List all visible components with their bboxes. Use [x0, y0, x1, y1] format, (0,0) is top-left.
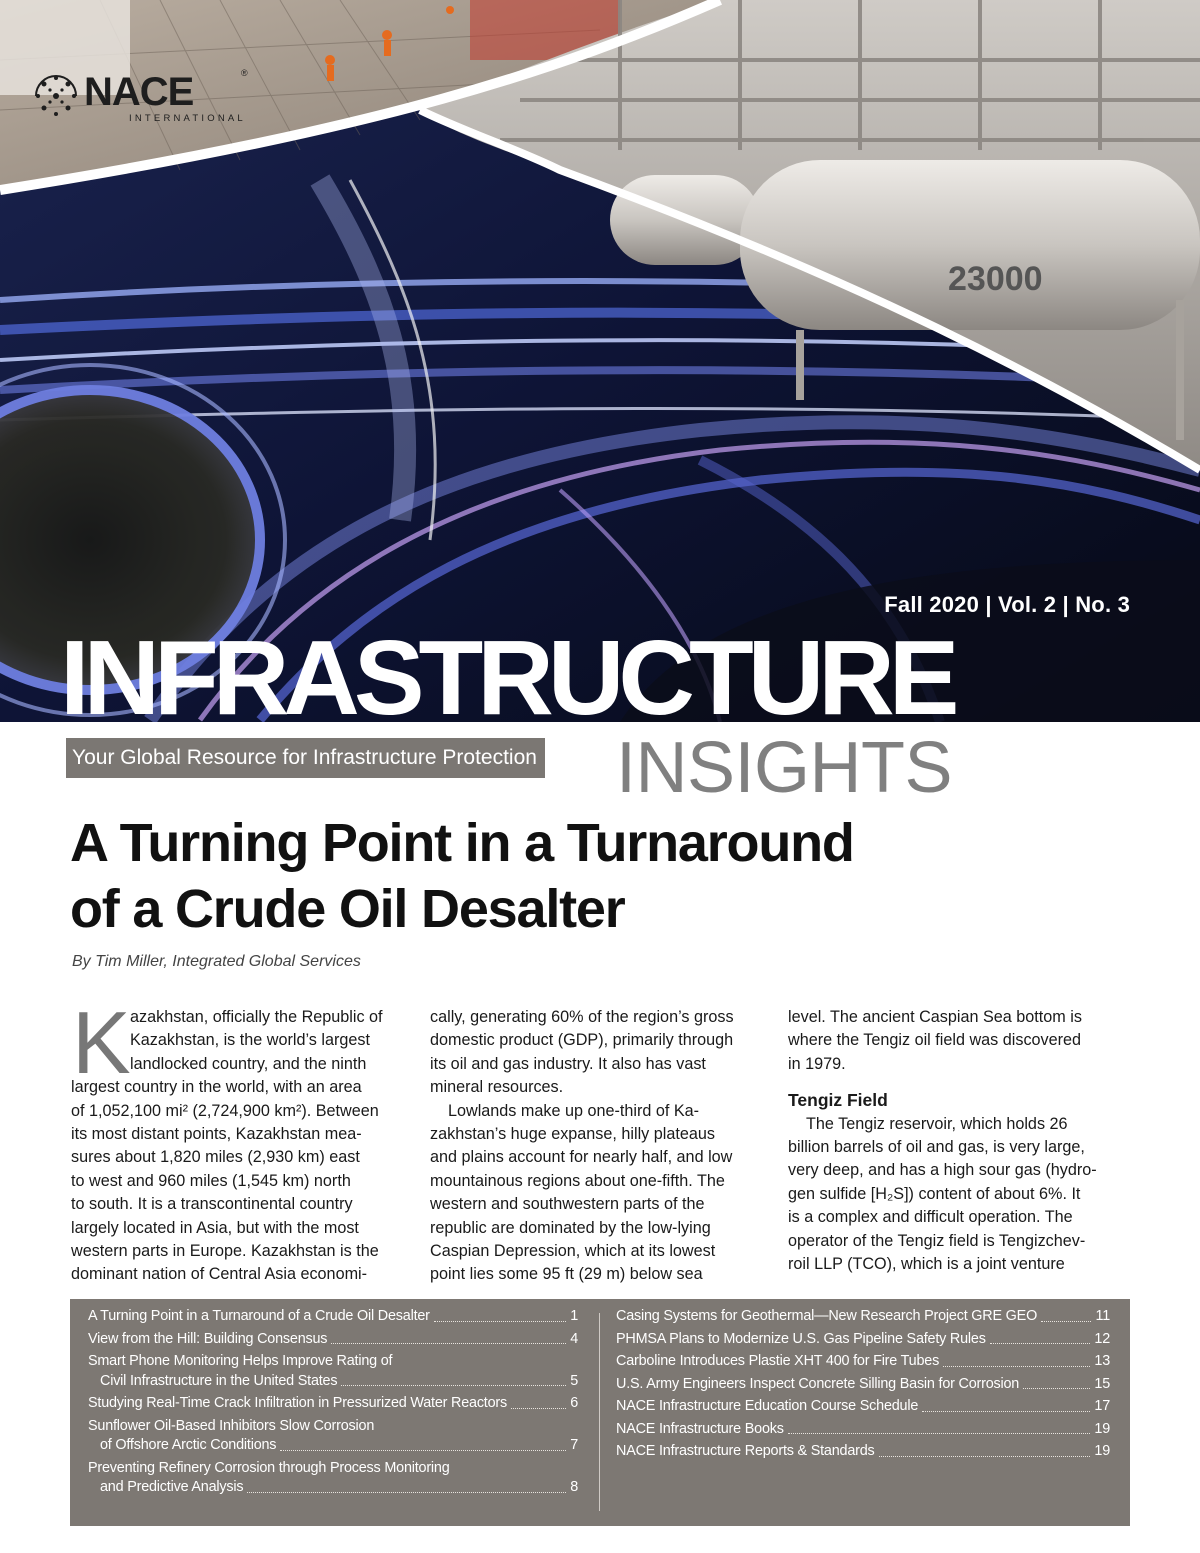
nace-logo[interactable] [30, 68, 248, 130]
toc-title: U.S. Army Engineers Inspect Concrete Silling Basin for Corrosion [616, 1375, 1020, 1392]
masthead-subtitle: INSIGHTS [616, 728, 953, 808]
toc-page: 6 [570, 1395, 578, 1411]
article-column-2 [430, 1006, 775, 1287]
toc-right-column [616, 1307, 1110, 1465]
body-line: Caspian Depression, which at its lowest [430, 1242, 716, 1261]
logo-subtitle: INTERNATIONAL [129, 113, 246, 124]
body-line: billion barrels of oil and gas, is very large, [788, 1138, 1085, 1157]
masthead-title: INFRASTRUCTURE [60, 619, 954, 722]
toc-title-cont: Civil Infrastructure in the United States [100, 1372, 338, 1389]
body-line: mineral resources. [430, 1078, 564, 1097]
cover-hero-image [0, 0, 1200, 722]
body-line: largely located in Asia, but with the most [71, 1218, 359, 1237]
article-column-3 [788, 1006, 1133, 1276]
body-line: its oil and gas industry. It also has vast [430, 1054, 706, 1073]
toc-entry[interactable] [88, 1307, 578, 1327]
toc-title-cont: and Predictive Analysis [100, 1479, 244, 1495]
toc-title: Sunflower Oil-Based Inhibitors Slow Corrosion [88, 1417, 375, 1434]
body-line: of 1,052,100 mi² (2,724,900 km²). Between [71, 1101, 379, 1120]
toc-page: 19 [1094, 1443, 1110, 1459]
toc-leader [341, 1385, 566, 1386]
toc-page: 13 [1094, 1353, 1110, 1369]
toc-leader [247, 1492, 566, 1493]
toc-leader [280, 1450, 566, 1451]
body-line: mountainous regions about one-fifth. The [430, 1171, 725, 1190]
article-byline: By Tim Miller, Integrated Global Services [72, 953, 361, 970]
toc-left-column [88, 1307, 578, 1501]
toc-entry[interactable] [616, 1330, 1110, 1350]
toc-entry[interactable] [616, 1375, 1110, 1395]
article-title-line2: of a Crude Oil Desalter [70, 879, 625, 939]
toc-leader [922, 1411, 1090, 1412]
toc-entry[interactable] [616, 1352, 1110, 1372]
toc-page: 15 [1094, 1375, 1110, 1392]
body-line: operator of the Tengiz field is Tengizchev- [788, 1231, 1086, 1250]
body-line: level. The ancient Caspian Sea bottom is [788, 1008, 1082, 1026]
toc-entry[interactable] [616, 1307, 1110, 1327]
toc-entry[interactable] [616, 1397, 1110, 1417]
toc-page: 5 [570, 1372, 578, 1389]
toc-title: NACE Infrastructure Books [616, 1420, 784, 1437]
body-line: landlocked country, and the ninth [130, 1054, 367, 1073]
body-line: gen sulfide [H₂S]) content of about 6%. It [788, 1184, 1081, 1203]
body-line: roil LLP (TCO), which is a joint venture [788, 1255, 1065, 1274]
body-line: in 1979. [788, 1054, 846, 1073]
toc-title: Smart Phone Monitoring Helps Improve Rating of [88, 1353, 393, 1369]
nace-globe-icon [30, 70, 82, 122]
toc-page: 12 [1094, 1330, 1110, 1347]
body-line: sures about 1,820 miles (2,930 km) east [71, 1148, 360, 1167]
issue-info: Fall 2020 | Vol. 2 | No. 3 [884, 592, 1130, 617]
body-line: western and southwestern parts of the [430, 1195, 705, 1214]
toc-page: 11 [1095, 1308, 1110, 1324]
toc-leader [1041, 1321, 1091, 1322]
toc-title: Carboline Introduces Plastie XHT 400 for Fire Tubes [616, 1353, 940, 1369]
toc-entry[interactable] [616, 1442, 1110, 1462]
toc-page: 8 [570, 1479, 578, 1495]
body-line: zakhstan’s huge expanse, hilly plateaus [430, 1125, 715, 1144]
body-line: The Tengiz reservoir, which holds 26 [806, 1114, 1068, 1133]
toc-title: Casing Systems for Geothermal—New Research Project GRE GEO [616, 1308, 1038, 1324]
toc-leader [331, 1343, 566, 1344]
body-line: where the Tengiz oil field was discovered [788, 1031, 1082, 1050]
toc-entry[interactable] [616, 1420, 1110, 1440]
article-column-1 [71, 1006, 416, 1287]
storage-tank [740, 160, 1200, 330]
article-title-line1: A Turning Point in a Turnaround [70, 813, 854, 873]
table-of-contents [70, 1299, 1130, 1526]
toc-entry[interactable] [88, 1417, 578, 1456]
body-line: point lies some 95 ft (29 m) below sea [430, 1265, 703, 1284]
toc-page: 4 [570, 1330, 578, 1347]
toc-title: A Turning Point in a Turnaround of a Crude Oil Desalter [88, 1308, 430, 1324]
tank-number: 23000 [948, 260, 1043, 298]
body-line: western parts in Europe. Kazakhstan is the [71, 1242, 379, 1261]
body-line: domestic product (GDP), primarily through [430, 1031, 734, 1050]
body-line: Lowlands make up one-third of Ka- [448, 1101, 700, 1120]
body-line: azakhstan, officially the Republic of [130, 1008, 383, 1026]
article-title [70, 810, 1070, 942]
body-line: cally, generating 60% of the region’s gross [430, 1008, 734, 1026]
drop-cap: K [72, 993, 131, 1092]
masthead-tagline: Your Global Resource for Infrastructure Protection [66, 738, 545, 778]
toc-page: 1 [570, 1308, 578, 1324]
body-line: and plains account for nearly half, and low [430, 1148, 733, 1167]
toc-entry[interactable] [88, 1352, 578, 1391]
section-heading-tengiz-field: Tengiz Field [788, 1090, 888, 1111]
body-line: to south. It is a transcontinental country [71, 1195, 353, 1214]
toc-title: PHMSA Plans to Modernize U.S. Gas Pipeline Safety Rules [616, 1330, 986, 1347]
toc-title: Studying Real-Time Crack Infiltration in Pressurized Water Reactors [88, 1395, 508, 1411]
body-line: largest country in the world, with an area [71, 1078, 362, 1097]
body-line: to west and 960 miles (1,545 km) north [71, 1171, 351, 1190]
toc-entry[interactable] [88, 1330, 578, 1350]
toc-title: Preventing Refinery Corrosion through Process Monitoring [88, 1459, 450, 1476]
toc-title: NACE Infrastructure Reports & Standards [616, 1443, 875, 1459]
body-line: its most distant points, Kazakhstan mea- [71, 1125, 362, 1144]
toc-divider [599, 1313, 600, 1511]
toc-leader [990, 1343, 1091, 1344]
logo-registered-mark: ® [241, 68, 248, 78]
toc-leader [511, 1408, 566, 1409]
toc-page: 17 [1094, 1398, 1110, 1414]
body-line: Kazakhstan, is the world’s largest [130, 1031, 370, 1050]
toc-leader [788, 1433, 1091, 1434]
toc-page: 19 [1094, 1420, 1110, 1437]
toc-title: View from the Hill: Building Consensus [88, 1330, 328, 1347]
body-line: republic are dominated by the low-lying [430, 1218, 711, 1237]
toc-leader [434, 1321, 566, 1322]
toc-entry[interactable] [88, 1394, 578, 1414]
body-line: very deep, and has a high sour gas (hydro- [788, 1161, 1097, 1180]
toc-title-cont: of Offshore Arctic Conditions [100, 1437, 277, 1453]
toc-title: NACE Infrastructure Education Course Schedule [616, 1398, 919, 1414]
logo-wordmark: NACE [84, 70, 194, 114]
body-line: is a complex and difficult operation. The [788, 1208, 1073, 1227]
toc-leader [879, 1456, 1091, 1457]
toc-leader [943, 1366, 1090, 1367]
body-line: dominant nation of Central Asia economi- [71, 1265, 368, 1284]
toc-page: 7 [570, 1437, 578, 1453]
toc-entry[interactable] [88, 1459, 578, 1498]
toc-leader [1023, 1388, 1090, 1389]
